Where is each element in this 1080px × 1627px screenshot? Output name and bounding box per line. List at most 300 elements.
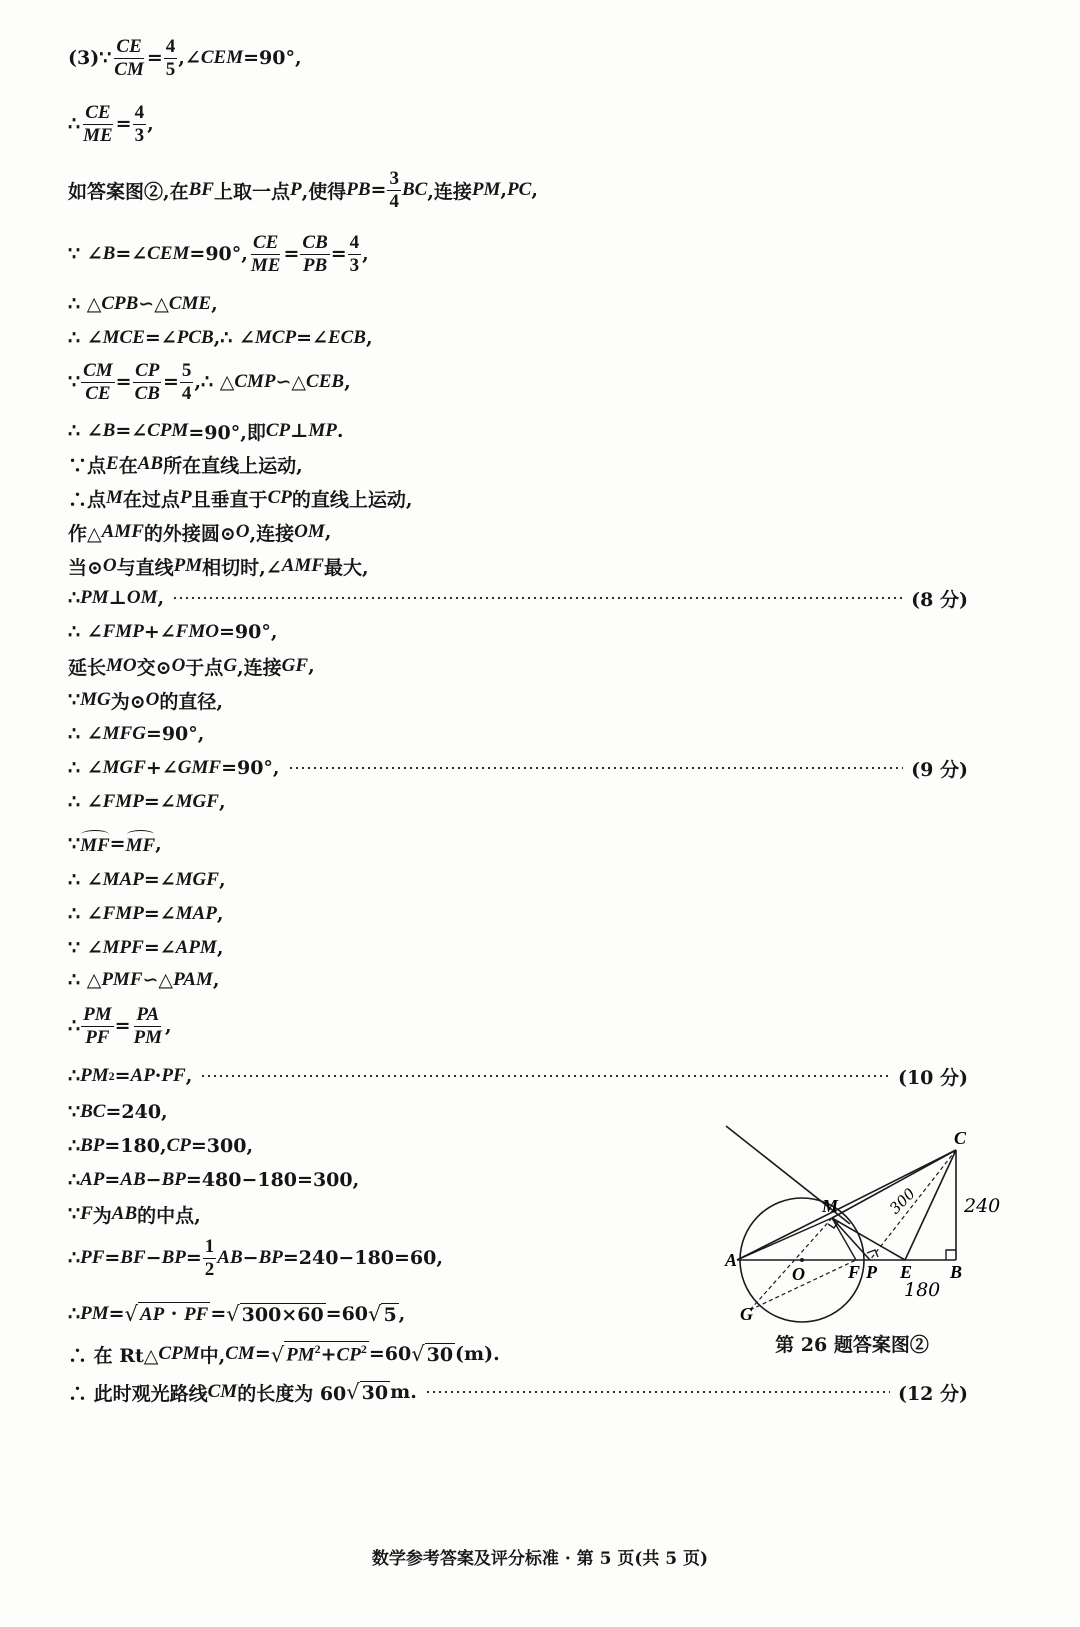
math-symbol: AB (111, 1203, 138, 1224)
text-run: ,连接 (237, 656, 282, 679)
label-m: M (822, 1196, 839, 1216)
solution-line (68, 514, 331, 550)
text-run: , (500, 179, 508, 201)
math-symbol: CP (267, 487, 292, 508)
solution-line-scored (0, 1374, 968, 1410)
math-symbol: PMF (101, 969, 143, 990)
fraction (81, 1005, 114, 1048)
math-symbol: PF (80, 1247, 105, 1268)
solution-line (68, 682, 223, 718)
label-c: C (954, 1128, 967, 1148)
math-symbol: PC (507, 179, 532, 200)
math-symbol: PAM (173, 969, 213, 990)
text-run: =300, (190, 1135, 254, 1157)
solution-line (68, 413, 343, 449)
text-run: ∴ △ (68, 969, 102, 991)
text-run: = (109, 833, 126, 855)
text-run: − (145, 1247, 162, 1269)
score-marker: (8 分) (911, 588, 968, 611)
text-run: ⊥ (108, 587, 127, 609)
text-run: , (185, 1065, 193, 1087)
geometry-figure (720, 1120, 1040, 1325)
text-run: = (104, 1247, 121, 1269)
math-symbol: O (235, 521, 250, 542)
text-run: =90°, (189, 243, 248, 265)
fraction (133, 103, 147, 146)
radical-sign-icon: √ (411, 1342, 425, 1366)
math-symbol: E (106, 453, 119, 474)
text-run: 当⊙ (68, 556, 103, 579)
fraction-numerator: 4 (134, 101, 145, 123)
text-run: , (531, 179, 538, 201)
text-run: , (362, 243, 369, 265)
text-run: =∠ (143, 937, 176, 959)
text-run: = (185, 1247, 202, 1269)
radicand (381, 1303, 398, 1326)
text-run: , (216, 903, 224, 925)
text-run: , (218, 869, 226, 891)
math-symbol: CEM (147, 243, 190, 264)
text-run: = (114, 1065, 131, 1087)
text-run: , (216, 937, 224, 959)
math-symbol: ECB (327, 327, 366, 348)
fraction-denominator: CM (114, 58, 144, 80)
fraction (203, 1237, 217, 1280)
solution-line (68, 101, 154, 146)
solution-line (68, 1094, 168, 1130)
text-run: ∴ ∠ (68, 791, 103, 813)
label-e: E (900, 1262, 913, 1282)
fraction-denominator: ME (83, 124, 113, 146)
text-run: 的直线上运动, (291, 488, 413, 511)
text-run: =∠ (143, 791, 176, 813)
math-symbol: MFG (102, 723, 146, 744)
text-run: 最大, (323, 556, 369, 579)
text-run: 的长度为 60 (237, 1382, 347, 1405)
text-run: = (254, 1343, 271, 1365)
text-run: ∽△ (142, 969, 174, 991)
fraction-denominator: PB (302, 254, 328, 276)
solution-line (68, 784, 226, 820)
text-run: , (212, 969, 220, 991)
solution-line (68, 896, 223, 932)
text-run: , (398, 1303, 406, 1325)
text-run: ∴ 在 Rt△ (68, 1344, 159, 1367)
math-symbol: BC (401, 179, 428, 200)
fraction (132, 1005, 165, 1048)
math-symbol: PM (80, 1065, 109, 1086)
radical-sign-icon: √ (226, 1302, 240, 1326)
fraction-numerator: CP (135, 359, 160, 381)
dot-leader (425, 1391, 890, 1393)
text-run: +∠ (143, 621, 176, 643)
text-run: =60 (368, 1343, 412, 1365)
text-run: 与直线 (116, 556, 174, 579)
text-run: ∴ ∠ (68, 420, 103, 442)
math-symbol: O (145, 689, 160, 710)
math-symbol: AMF (281, 555, 324, 576)
text-run: , (308, 655, 315, 677)
math-symbol: MO (106, 655, 137, 676)
text-run: =∠ (143, 869, 176, 891)
fraction-numerator: CE (253, 231, 279, 253)
text-run: = (108, 1303, 125, 1325)
text-run: (3)∵ (68, 47, 112, 69)
text-run: = (370, 179, 387, 201)
radicand (138, 1302, 210, 1326)
text-run: =240−180=60, (282, 1247, 443, 1269)
text-run: 所在直线上运动, (163, 454, 303, 477)
solution-line (68, 1196, 201, 1232)
solution-line (68, 930, 223, 966)
text-run: ∴ ∠ (68, 903, 103, 925)
score-marker: (12 分) (897, 1382, 968, 1405)
text-run: =∠ (144, 327, 177, 349)
text-run: ∴ (68, 1303, 81, 1325)
text-run: = (330, 243, 347, 265)
text-run: · (154, 1065, 162, 1087)
math-symbol: CM (207, 1381, 238, 1402)
text-run: =90°, (145, 723, 205, 745)
solution-line (68, 1296, 405, 1332)
radical-sign-icon: √ (368, 1302, 382, 1326)
text-run: =240, (105, 1101, 168, 1123)
math-symbol: CEB (306, 371, 345, 392)
math-symbol: BF (188, 179, 214, 200)
score-marker: (9 分) (911, 758, 968, 781)
text-run: ∵ (68, 689, 81, 711)
text-run: = (104, 1169, 121, 1191)
math-symbol: CMP (234, 371, 276, 392)
math-symbol: APM (175, 937, 217, 958)
page-footer: 数学参考答案及评分标准 · 第 5 页(共 5 页) (371, 1549, 709, 1569)
fraction (348, 233, 362, 276)
text-run: ∵点 (68, 454, 107, 477)
label-o: O (792, 1264, 805, 1284)
text-run: ∴ (68, 1169, 81, 1191)
math-symbol: BP (80, 1135, 105, 1156)
math-symbol: FMP (102, 791, 144, 812)
math-symbol: MP (308, 420, 337, 441)
fraction-denominator: CB (134, 382, 160, 404)
text-run: ∴ ∠ (68, 869, 103, 891)
math-symbol: CP (265, 420, 291, 441)
square-root (411, 1342, 455, 1366)
text-run: ∵ (68, 1101, 81, 1123)
text-run: (m). (455, 1343, 500, 1365)
fraction-numerator: 1 (204, 1235, 215, 1257)
math-symbol: PM (173, 555, 203, 576)
label-p: P (866, 1262, 877, 1282)
arc-notation: MF (80, 832, 110, 857)
text-run: ,∴ △ (194, 371, 235, 393)
solution-line (68, 35, 302, 80)
solution-line (68, 1003, 172, 1048)
superscript: 2 (314, 1342, 321, 1357)
solution-line (68, 716, 204, 752)
text-run: ∵ (68, 833, 81, 855)
math-symbol: FMP (102, 621, 144, 642)
solution-line (68, 757, 280, 779)
label-f: F (848, 1262, 861, 1282)
text-run: ⊥ (290, 420, 309, 442)
solution-line (68, 359, 351, 404)
solution-line (68, 587, 164, 609)
text-run: 的外接圆⊙ (143, 522, 236, 545)
solution-line-scored (0, 580, 968, 616)
text-run: = (283, 243, 300, 265)
text-run: m. (390, 1381, 417, 1403)
radical-sign-icon: √ (124, 1302, 138, 1326)
math-symbol: CM (225, 1343, 255, 1364)
text-run: ∴ (68, 1065, 81, 1087)
fraction (133, 361, 162, 404)
text-run: = (146, 47, 163, 69)
text-run: , (324, 521, 332, 543)
text-run: 为 (92, 1204, 112, 1227)
text-run: ,连接 (249, 522, 295, 545)
score-marker: (10 分) (897, 1066, 968, 1089)
math-symbol: MAP (175, 903, 217, 924)
math-symbol: MCP (254, 327, 297, 348)
math-symbol: BP (161, 1169, 186, 1190)
radicand (360, 1381, 390, 1404)
text-run: =∠ (296, 327, 328, 349)
text-run: ∴ (68, 1015, 81, 1037)
handwritten-eb-length: 180 (904, 1279, 941, 1301)
text-run: 5 (383, 1304, 397, 1326)
math-symbol: MCE (102, 327, 145, 348)
solution-line (68, 614, 277, 650)
math-symbol: CME (168, 293, 212, 314)
text-run: , (157, 587, 165, 609)
text-run: +∠ (145, 757, 178, 779)
solution-line (68, 1379, 417, 1406)
text-run: ∽△ (138, 293, 169, 315)
text-run: ,使得 (301, 180, 347, 203)
math-symbol: OM (294, 521, 325, 542)
point-o (800, 1258, 804, 1262)
math-symbol: BC (80, 1101, 106, 1122)
fraction-denominator: PF (85, 1026, 110, 1048)
text-run: 在过点 (122, 488, 180, 511)
fraction-numerator: 4 (349, 231, 360, 253)
label-g: G (740, 1304, 753, 1324)
math-symbol: P (179, 487, 192, 508)
fraction-numerator: CE (85, 101, 111, 123)
fraction-numerator: 4 (165, 35, 176, 57)
fraction (249, 233, 283, 276)
math-symbol: GF (281, 655, 309, 676)
math-symbol: PM (471, 179, 501, 200)
superscript: 2 (360, 1342, 367, 1357)
text-run: 300×60 (241, 1304, 324, 1326)
solution-line (68, 446, 303, 482)
text-run: ∵ ∠ (68, 243, 103, 265)
label-a: A (725, 1250, 738, 1270)
text-run: 30 (361, 1382, 389, 1404)
fraction-denominator: 4 (181, 382, 192, 404)
text-run: ,∴ ∠ (213, 327, 255, 349)
segment-mg (750, 1218, 832, 1310)
math-symbol: F (80, 1203, 93, 1224)
solution-line (68, 480, 412, 516)
text-run: 作△ (68, 522, 102, 545)
text-run: ∵ (68, 371, 81, 393)
math-symbol: MG (80, 689, 111, 710)
solution-line (68, 286, 218, 322)
math-symbol: PM (80, 587, 109, 608)
solution-line (68, 1162, 359, 1198)
text-run: = (114, 1015, 131, 1037)
text-run: = (115, 371, 132, 393)
fraction-numerator: PA (136, 1003, 160, 1025)
segment-me (832, 1218, 905, 1260)
text-run: =60 (325, 1303, 369, 1325)
text-run: =90°, (243, 47, 302, 69)
fraction-numerator: 3 (389, 167, 399, 189)
text-run: ,连接 (427, 180, 472, 203)
text-run: . (336, 420, 344, 442)
solution-line (68, 862, 226, 898)
square-root (368, 1302, 399, 1326)
text-run: 的中点, (137, 1204, 201, 1227)
math-symbol: G (223, 655, 238, 676)
text-run: = (162, 371, 179, 393)
text-run: − (242, 1247, 259, 1269)
fraction-denominator: ME (250, 254, 281, 276)
math-symbol: AP (130, 1065, 155, 1086)
handwritten-cp-length: 300 (885, 1184, 919, 1218)
text-run: ∴ (68, 587, 81, 609)
fraction (164, 37, 178, 80)
text-run: ∴点 (68, 488, 107, 511)
arc-notation: MF (126, 832, 156, 857)
text-run: = (115, 113, 132, 135)
text-run: ∴ (68, 113, 81, 135)
fraction-denominator: 3 (349, 254, 360, 276)
label-b: B (950, 1262, 963, 1282)
fraction-numerator: CM (83, 359, 113, 381)
segment-mp (832, 1218, 870, 1260)
right-angle-mark-b (946, 1250, 956, 1260)
solution-line (68, 548, 369, 584)
text-run: ∴ 此时观光路线 (68, 1382, 208, 1405)
solution-line (68, 320, 373, 356)
text-run: ∵ ∠ (68, 937, 103, 959)
math-symbol: CP (166, 1135, 191, 1156)
math-symbol: CP (336, 1344, 361, 1366)
math-symbol: MAP (102, 869, 144, 890)
math-symbol: M (106, 487, 123, 508)
text-run: ∴ (68, 1247, 81, 1269)
solution-line (68, 167, 538, 212)
text-run: + (320, 1343, 337, 1366)
solution-line-scored (0, 1058, 968, 1094)
fraction (387, 169, 401, 212)
math-symbol: O (171, 655, 186, 676)
fraction (81, 103, 115, 146)
solution-line (68, 1128, 253, 1164)
text-run: 上取一点 (213, 180, 290, 203)
fraction-denominator: CE (85, 382, 111, 404)
text-run: · (164, 1303, 185, 1325)
text-run: , (218, 791, 226, 813)
text-run: 的直径, (159, 690, 223, 713)
fraction (112, 37, 146, 80)
math-symbol: CPM (158, 1343, 200, 1364)
text-run: , (344, 371, 351, 393)
handwritten-bc-length: 240 (964, 1195, 1001, 1217)
superscript: 2 (108, 1068, 115, 1083)
fraction-numerator: CB (302, 231, 328, 253)
text-run: =∠ (115, 243, 148, 265)
square-root (346, 1380, 390, 1404)
text-run: = (210, 1303, 227, 1325)
figure-caption: 第 26 题答案图② (775, 1334, 929, 1356)
text-run: 交⊙ (136, 656, 172, 679)
text-run: ∴ △ (68, 293, 102, 315)
math-symbol: MGF (102, 757, 146, 778)
fraction-numerator: PM (83, 1003, 112, 1025)
math-symbol: AB (217, 1247, 243, 1268)
math-symbol: AB (120, 1169, 146, 1190)
radicand (425, 1343, 455, 1366)
math-symbol: CEM (200, 47, 244, 68)
text-run: 相切时,∠ (202, 556, 282, 579)
math-symbol: O (102, 555, 117, 576)
text-run: =180, (104, 1135, 167, 1157)
text-run: =480−180=300, (185, 1169, 360, 1191)
math-symbol: AP (80, 1169, 105, 1190)
solution-line (68, 1065, 192, 1087)
text-run: , (147, 113, 154, 135)
text-run: 30 (426, 1344, 454, 1366)
math-symbol: B (102, 420, 116, 441)
text-run: ∴ (68, 1135, 81, 1157)
text-run: ∴ ∠ (68, 327, 103, 349)
square-root (271, 1341, 369, 1366)
text-run: =90°,即 (188, 421, 266, 444)
square-root (125, 1302, 211, 1326)
math-symbol: AB (137, 453, 164, 474)
dot-leader (288, 767, 904, 769)
text-run: 延长 (68, 656, 107, 679)
math-symbol: PCB (176, 327, 214, 348)
math-symbol: MPF (102, 937, 144, 958)
text-run: 且垂直于 (191, 488, 268, 511)
fraction-denominator: 4 (389, 190, 399, 212)
math-symbol: B (102, 243, 116, 264)
fraction (180, 361, 194, 404)
text-run: =90°, (221, 757, 280, 779)
math-symbol: BP (258, 1247, 283, 1268)
text-run: ∴ ∠ (68, 621, 103, 643)
solution-line (68, 826, 162, 862)
radical-sign-icon: √ (270, 1342, 285, 1367)
solution-line (68, 1336, 500, 1372)
text-run: − (145, 1169, 162, 1191)
math-symbol: PB (346, 179, 371, 200)
math-symbol: GMF (177, 757, 222, 778)
text-run: ∴ ∠ (68, 757, 103, 779)
fraction-denominator: 3 (134, 124, 145, 146)
math-symbol: BF (120, 1247, 146, 1268)
text-run: ∽△ (275, 371, 307, 393)
text-run: , (365, 327, 373, 349)
text-run: , (165, 1015, 172, 1037)
text-run: , (155, 833, 162, 855)
